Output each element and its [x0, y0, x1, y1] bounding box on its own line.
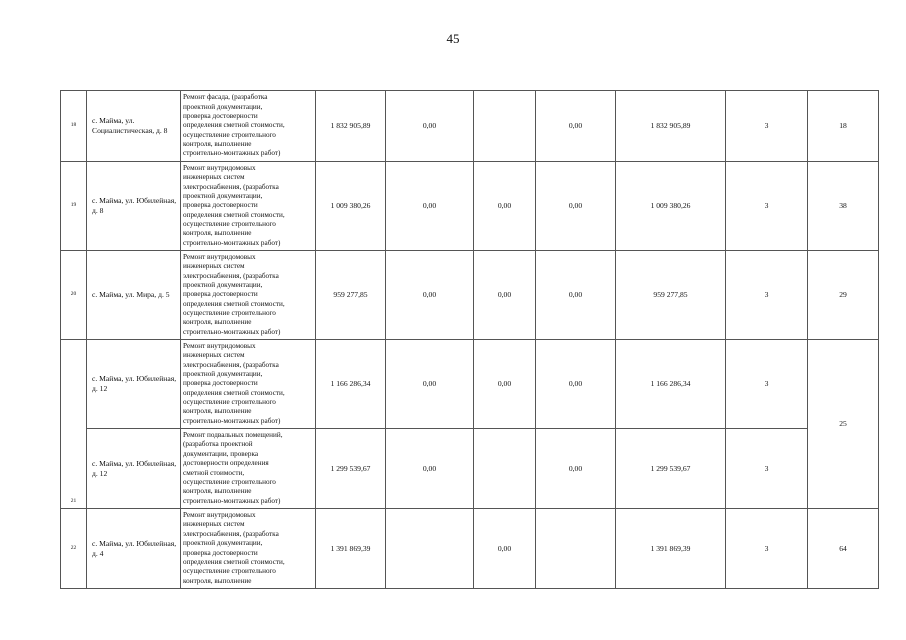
- work-description-cell: Ремонт внутридомовых инженерных систем электроснабжения, (разработка проектной документации, проверка достоверности определения сметной стоимости, осуществление строительного контроля, выполнение строительно-монтажных работ): [181, 340, 316, 429]
- owners-funds-cell: 1 166 286,34: [616, 340, 726, 429]
- address-cell: с. Майма, ул. Юбилейная, д. 12: [87, 429, 181, 509]
- row-number: 19: [61, 162, 87, 251]
- value-cell: 0,00: [474, 340, 536, 429]
- total-cost-cell: 1 391 869,39: [316, 509, 386, 589]
- value-cell: 0,00: [474, 162, 536, 251]
- work-description-cell: Ремонт внутридомовых инженерных систем электроснабжения, (разработка проектной документации, проверка достоверности определения сметной стоимости, осуществление строительного контроля, выполнение строительно-монтажных работ): [181, 251, 316, 340]
- value-cell: 0,00: [536, 251, 616, 340]
- table-row: [61, 251, 879, 340]
- fund-cell: [386, 509, 474, 589]
- row-number: 22: [61, 509, 87, 589]
- fund-cell: 0,00: [386, 91, 474, 162]
- owners-funds-cell: 959 277,85: [616, 251, 726, 340]
- value-cell: 0,00: [536, 340, 616, 429]
- last-value-cell: 25: [808, 340, 879, 509]
- fund-cell: 0,00: [386, 429, 474, 509]
- owners-funds-cell: 1 832 905,89: [616, 91, 726, 162]
- capital-repair-table: [60, 90, 879, 589]
- count-cell: 3: [726, 429, 808, 509]
- count-cell: 3: [726, 162, 808, 251]
- address-cell: с. Майма, ул. Юбилейная, д. 4: [87, 509, 181, 589]
- value-cell: [474, 429, 536, 509]
- fund-cell: 0,00: [386, 251, 474, 340]
- total-cost-cell: 1 832 905,89: [316, 91, 386, 162]
- work-description-cell: Ремонт подвальных помещений, (разработка проектной документации, проверка достоверности определения сметной стоимости, осуществление строительного контроля, выполнение строительно-монтажных работ): [181, 429, 316, 509]
- value-cell: 0,00: [474, 509, 536, 589]
- fund-cell: 0,00: [386, 162, 474, 251]
- row-number: 20: [61, 251, 87, 340]
- last-value-cell: 38: [808, 162, 879, 251]
- count-cell: 3: [726, 251, 808, 340]
- count-cell: 3: [726, 509, 808, 589]
- owners-funds-cell: 1 299 539,67: [616, 429, 726, 509]
- total-cost-cell: 1 009 380,26: [316, 162, 386, 251]
- value-cell: 0,00: [474, 251, 536, 340]
- table-row: [61, 429, 879, 509]
- value-cell: 0,00: [536, 429, 616, 509]
- fund-cell: 0,00: [386, 340, 474, 429]
- address-cell: с. Майма, ул. Юбилейная, д. 12: [87, 340, 181, 429]
- value-cell: 0,00: [536, 162, 616, 251]
- owners-funds-cell: 1 009 380,26: [616, 162, 726, 251]
- row-number: 18: [61, 91, 87, 162]
- work-description-cell: Ремонт фасада, (разработка проектной документации, проверка достоверности определения сметной стоимости, осуществление строительного контроля, выполнение строительно-монтажных работ): [181, 91, 316, 162]
- row-number: 21: [61, 340, 87, 509]
- page-number: 45: [446, 31, 460, 46]
- address-cell: с. Майма, ул. Юбилейная, д. 8: [87, 162, 181, 251]
- owners-funds-cell: 1 391 869,39: [616, 509, 726, 589]
- total-cost-cell: 1 166 286,34: [316, 340, 386, 429]
- address-cell: с. Майма, ул. Социалистическая, д. 8: [87, 91, 181, 162]
- total-cost-cell: 959 277,85: [316, 251, 386, 340]
- last-value-cell: 64: [808, 509, 879, 589]
- value-cell: [474, 91, 536, 162]
- count-cell: 3: [726, 91, 808, 162]
- table-row: [61, 509, 879, 589]
- value-cell: 0,00: [536, 91, 616, 162]
- last-value-cell: 29: [808, 251, 879, 340]
- address-cell: с. Майма, ул. Мира, д. 5: [87, 251, 181, 340]
- total-cost-cell: 1 299 539,67: [316, 429, 386, 509]
- value-cell: [536, 509, 616, 589]
- last-value-cell: 18: [808, 91, 879, 162]
- count-cell: 3: [726, 340, 808, 429]
- table-row: [61, 340, 879, 429]
- work-description-cell: Ремонт внутридомовых инженерных систем электроснабжения, (разработка проектной документации, проверка достоверности определения сметной стоимости, осуществление строительного контроля, выполнение: [181, 509, 316, 589]
- table-row: [61, 91, 879, 162]
- work-description-cell: Ремонт внутридомовых инженерных систем электроснабжения, (разработка проектной документации, проверка достоверности определения сметной стоимости, осуществление строительного контроля, выполнение строительно-монтажных работ): [181, 162, 316, 251]
- table-row: [61, 162, 879, 251]
